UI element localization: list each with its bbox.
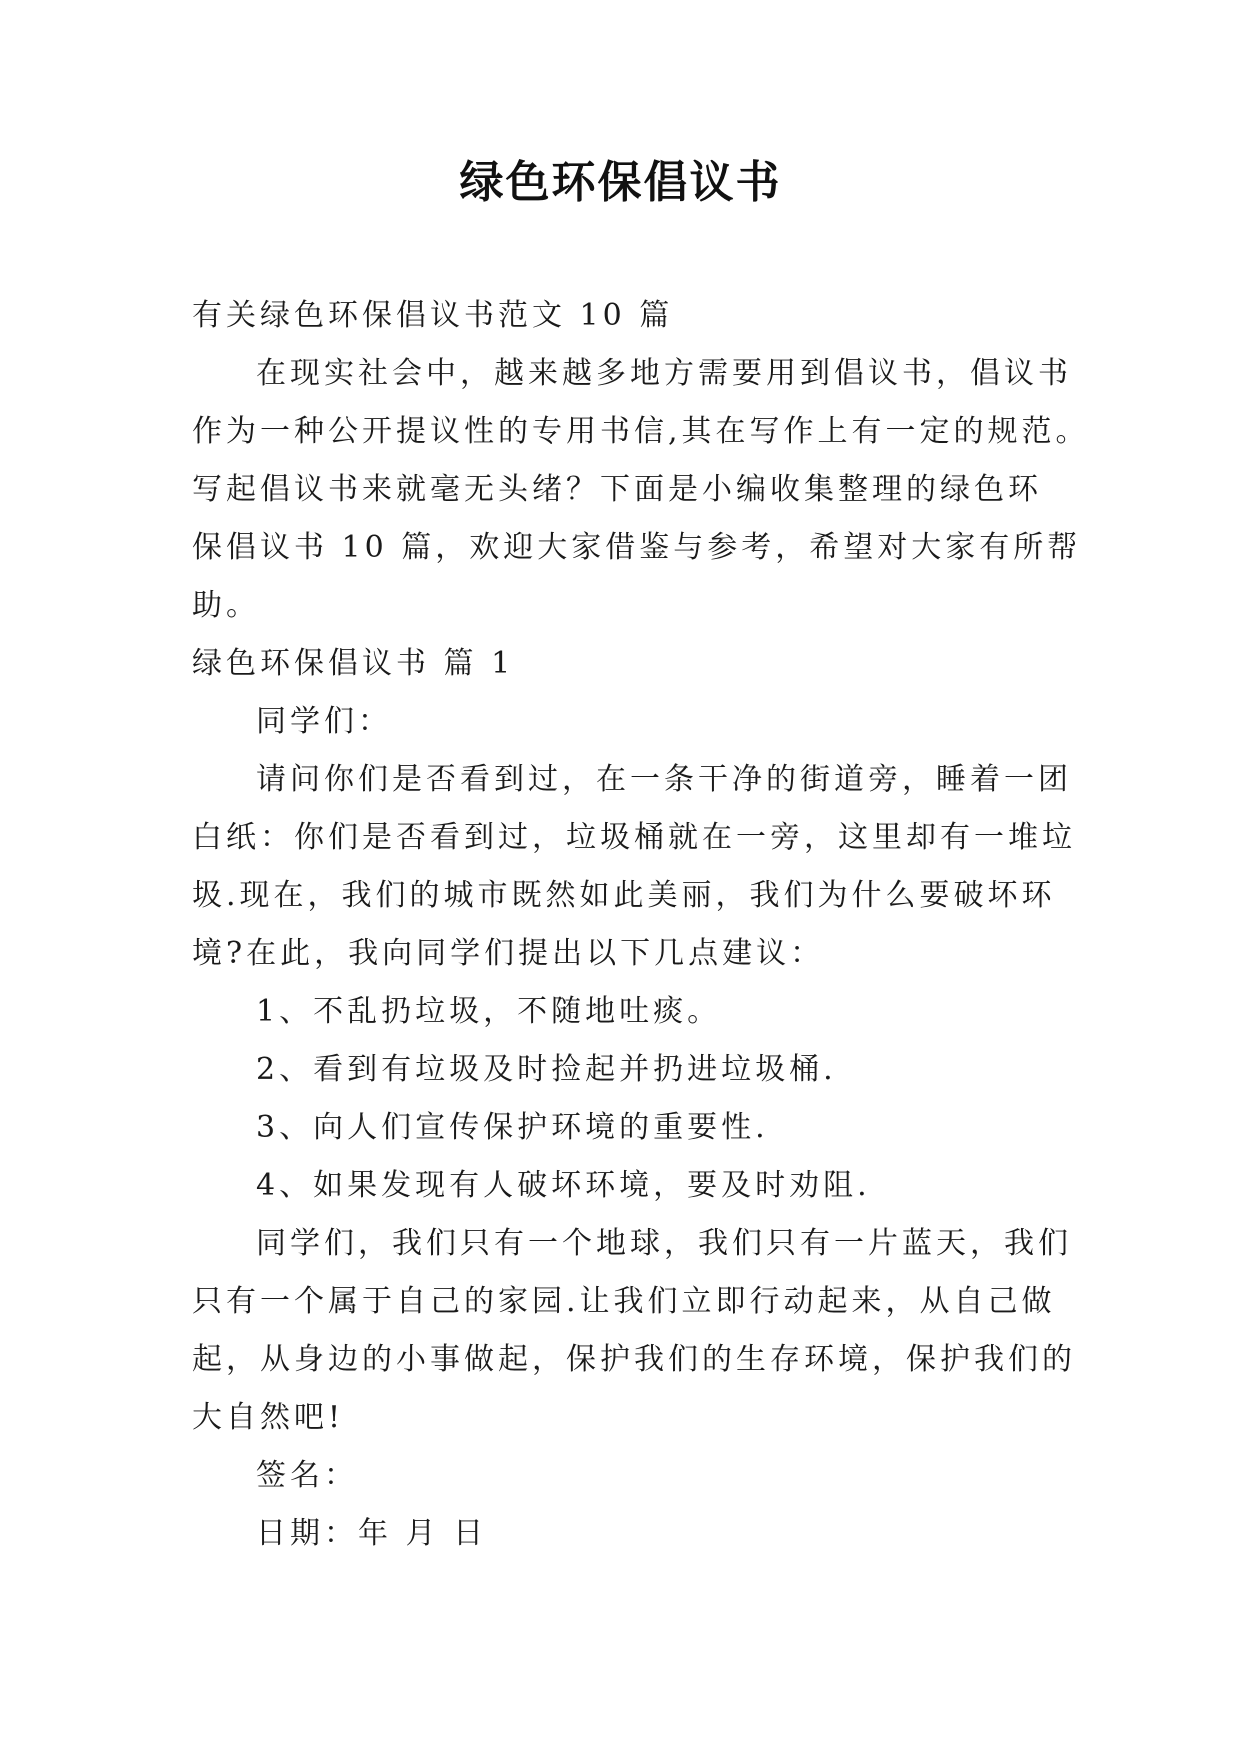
body-line: 只有一个属于自己的家园.让我们立即行动起来，从自己做 — [192, 1284, 1056, 1319]
body-line: 同学们： — [256, 704, 392, 739]
body-line: 日期：年 月 日 — [256, 1516, 488, 1551]
body-line: 助。 — [192, 588, 260, 623]
body-line: 境?在此，我向同学们提出以下几点建议： — [192, 936, 825, 971]
body-line: 起，从身边的小事做起，保护我们的生存环境，保护我们的 — [192, 1342, 1076, 1377]
body-line: 同学们，我们只有一个地球，我们只有一片蓝天，我们 — [256, 1226, 1072, 1261]
body-line: 签名： — [256, 1458, 358, 1493]
body-line: 有关绿色环保倡议书范文 10 篇 — [192, 298, 674, 333]
body-line: 白纸：你们是否看到过，垃圾桶就在一旁，这里却有一堆垃 — [192, 820, 1076, 855]
body-line: 在现实社会中，越来越多地方需要用到倡议书，倡议书 — [256, 356, 1072, 391]
body-line: 作为一种公开提议性的专用书信,其在写作上有一定的规范。 — [192, 414, 1090, 449]
body-line: 4、如果发现有人破坏环境，要及时劝阻. — [256, 1168, 871, 1203]
document-body — [192, 287, 1090, 1563]
body-line: 写起倡议书来就毫无头绪？下面是小编收集整理的绿色环 — [192, 472, 1042, 507]
body-line: 1、不乱扔垃圾，不随地吐痰。 — [256, 994, 722, 1029]
body-line: 大自然吧! — [192, 1400, 345, 1435]
document-title: 绿色环保倡议书 — [459, 157, 782, 208]
body-line: 请问你们是否看到过，在一条干净的街道旁，睡着一团 — [256, 762, 1072, 797]
body-line: 2、看到有垃圾及时捡起并扔进垃圾桶. — [256, 1052, 837, 1087]
body-line: 绿色环保倡议书 篇 1 — [192, 646, 515, 681]
body-line: 保倡议书 10 篇，欢迎大家借鉴与参考，希望对大家有所帮 — [192, 530, 1082, 565]
body-line: 3、向人们宣传保护环境的重要性. — [256, 1110, 769, 1145]
body-line: 圾.现在，我们的城市既然如此美丽，我们为什么要破坏环 — [192, 878, 1056, 913]
